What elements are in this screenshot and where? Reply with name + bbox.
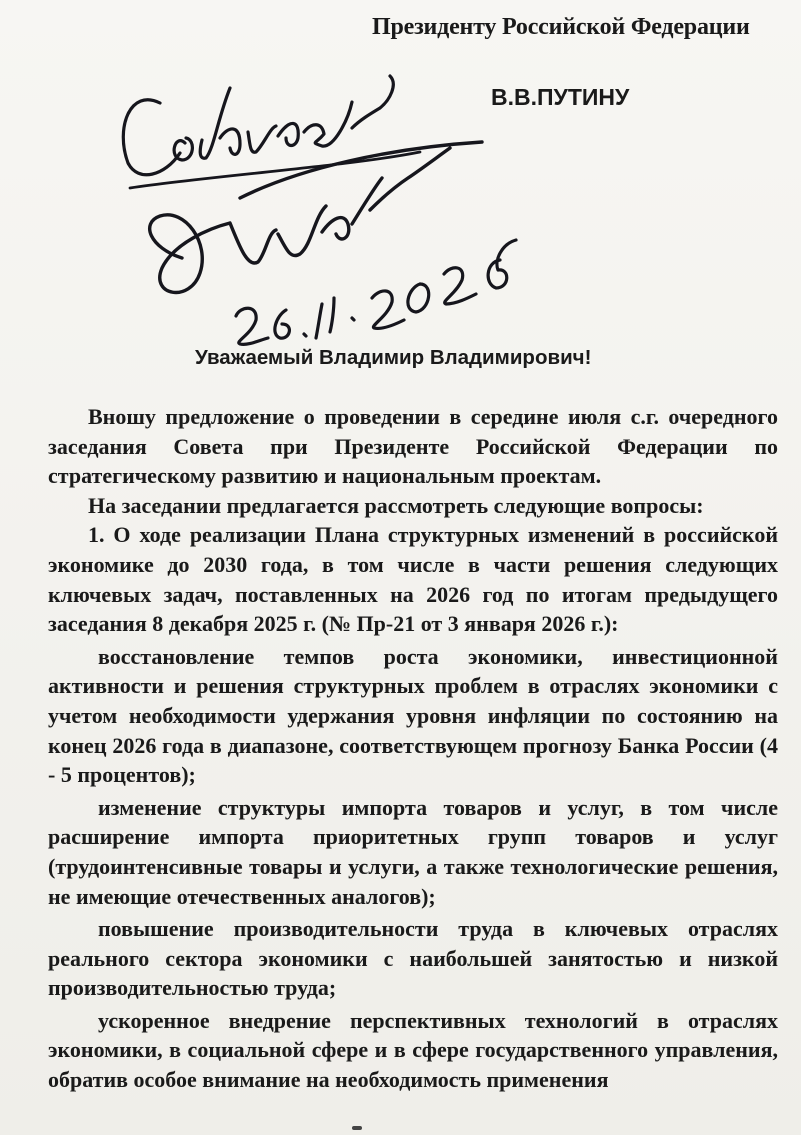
letter-subitem: изменение структуры импорта товаров и услуг, в том числе расширение импорта приоритетных групп товаров и услуг (трудоинтенсивные товары и услуги, а также технологические решения, не имеющие отечественных аналогов);	[48, 794, 778, 909]
letter-paragraph-item-1: 1. О ходе реализации Плана структурных изменений в российской экономике до 2030 года, в том числе в части решения следующих ключевых задач, поставленных на 2026 год по итогам предыдущего заседания 8 декабря 2025 г. (№ Пр-21 от 3 января 2026 г.):	[48, 522, 778, 637]
letter-paragraph: Вношу предложение о проведении в середине июля с.г. очередного заседания Совета при Президенте Российской Федерации по стратегическому развитию и национальным проектам.	[48, 404, 778, 489]
letter-subitem: ускоренное внедрение перспективных технологий в отраслях экономики, в социальной сфере и в сфере государственного управления, обратив особое внимание на необходимость применения	[48, 1007, 778, 1093]
letter-paragraph: На заседании предлагается рассмотреть следующие вопросы:	[88, 492, 704, 518]
page-mark	[352, 1126, 362, 1130]
handwritten-resolution	[90, 48, 570, 348]
addressee-name: В.В.ПУТИНУ	[491, 84, 630, 110]
signature-drawing	[90, 48, 570, 348]
addressee-title: Президенту Российской Федерации	[372, 14, 750, 40]
letter-subitem: повышение производительности труда в ключевых отраслях реального сектора экономики с наибольшей занятостью и низкой производительностью труда;	[48, 916, 778, 1001]
salutation: Уважаемый Владимир Владимирович!	[195, 346, 592, 369]
letter-subitem: восстановление темпов роста экономики, инвестиционной активности и решения структурных проблем в отраслях экономики с учетом необходимости удержания уровня инфляции по состоянию на конец 2026 года в диапазоне, соответствующем прогнозу Банка России (4 - 5 процентов);	[48, 643, 778, 788]
letter-body	[48, 402, 778, 1095]
